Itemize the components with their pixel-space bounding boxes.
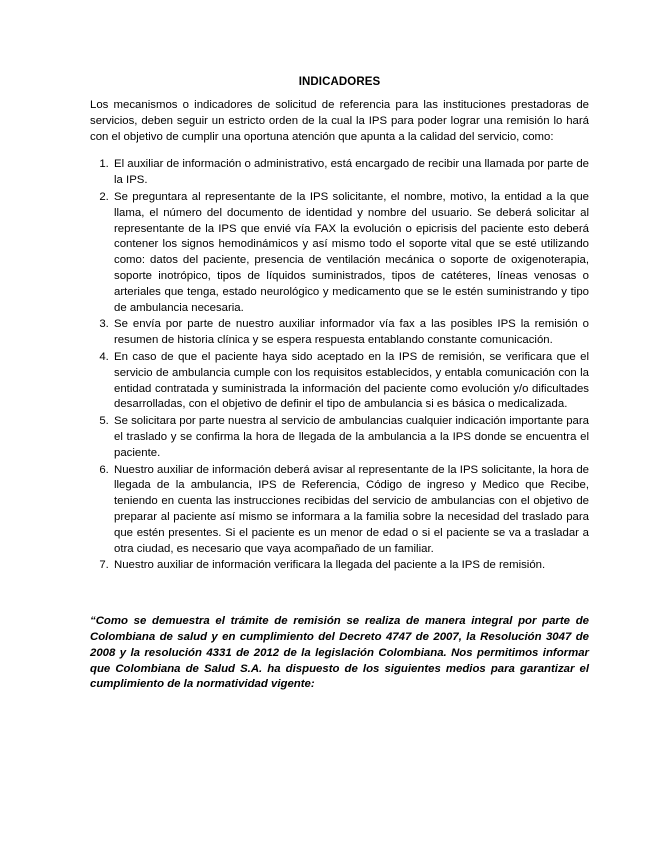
document-title: INDICADORES [298,76,381,88]
intro-paragraph: Los mecanismos o indicadores de solicitud de referencia para las instituciones prestadoras de servicios, deben seguir un estricto orden de la cual la IPS para poder lograr una remisión lo hará con el objetivo de cumplir una oportuna atención que apunta a la calidad del servicio, como: [90,99,589,143]
list-item: 7. Nuestro auxiliar de información verificara la llegada del paciente a la IPS de remisión. [112,558,589,574]
list-item: 2. Se preguntara al representante de la IPS solicitante, el nombre, motivo, la entidad a la que llama, el número del documento de identidad y nombre del usuario. Se deberá solicitar al representante de la IPS que envié vía FAX la evolución o epicrisis del paciente esto deberá contener los signos hemodinámicos y así mismo todo el soporte vital que se esté utilizando como: datos del paciente, presencia de ventilación mecánica o soporte de oxigenoterapia, soporte inotrópico, tipos de líquidos suministrados, tipos de catéteres, líneas venosas o arteriales que tenga, estado neurológico y medicamento que se le estén suministrando y tipo de ambulancia necesaria. [112,190,589,316]
list-item: 3. Se envía por parte de nuestro auxiliar informador vía fax a las posibles IPS la remisión o resumen de historia clínica y se espera respuesta entablando constante comunicación. [112,317,589,349]
list-item: 1. El auxiliar de información o administrativo, está encargado de recibir una llamada por parte de la IPS. [112,157,589,189]
list-item: 5. Se solicitara por parte nuestra al servicio de ambulancias cualquier indicación importante para el traslado y se confirma la hora de llegada de la ambulancia a la IPS donde se encuentra el paciente. [112,414,589,461]
list-item: 6. Nuestro auxiliar de información deberá avisar al representante de la IPS solicitante, la hora de llegada de la ambulancia, IPS de Referencia, Código de ingreso y Medico que Recibe, teniendo en cuenta las instrucciones recibidas del servicio de ambulancias con el objetivo de preparar al paciente así mismo se informara a la familia sobre la necesidad del traslado para que estén presentes. Si el paciente es un menor de edad o si el paciente se va a trasladar a otra ciudad, es necesario que vaya acompañado de un familiar. [112,463,589,558]
list-item: 4. En caso de que el paciente haya sido aceptado en la IPS de remisión, se verificara que el servicio de ambulancia cumple con los requisitos establecidos, y entabla comunicación con la entidad contratada y suministrada la información del paciente como evolución y/o dificultades desarrolladas, con el objetivo de definir el tipo de ambulancia si es básica o medicalizada. [112,350,589,413]
indicator-list [90,157,589,574]
legal-quote-paragraph: “Como se demuestra el trámite de remisión se realiza de manera integral por parte de Colombiana de salud y en cumplimiento del Decreto 4747 de 2007, la Resolución 3047 de 2008 y la resolución 4331 de 2012 de la legislación Colombiana. Nos permitimos informar que Colombiana de Salud S.A. ha dispuesto de los siguientes medios para garantizar el cumplimiento de la normatividad vigente: [90,615,589,691]
